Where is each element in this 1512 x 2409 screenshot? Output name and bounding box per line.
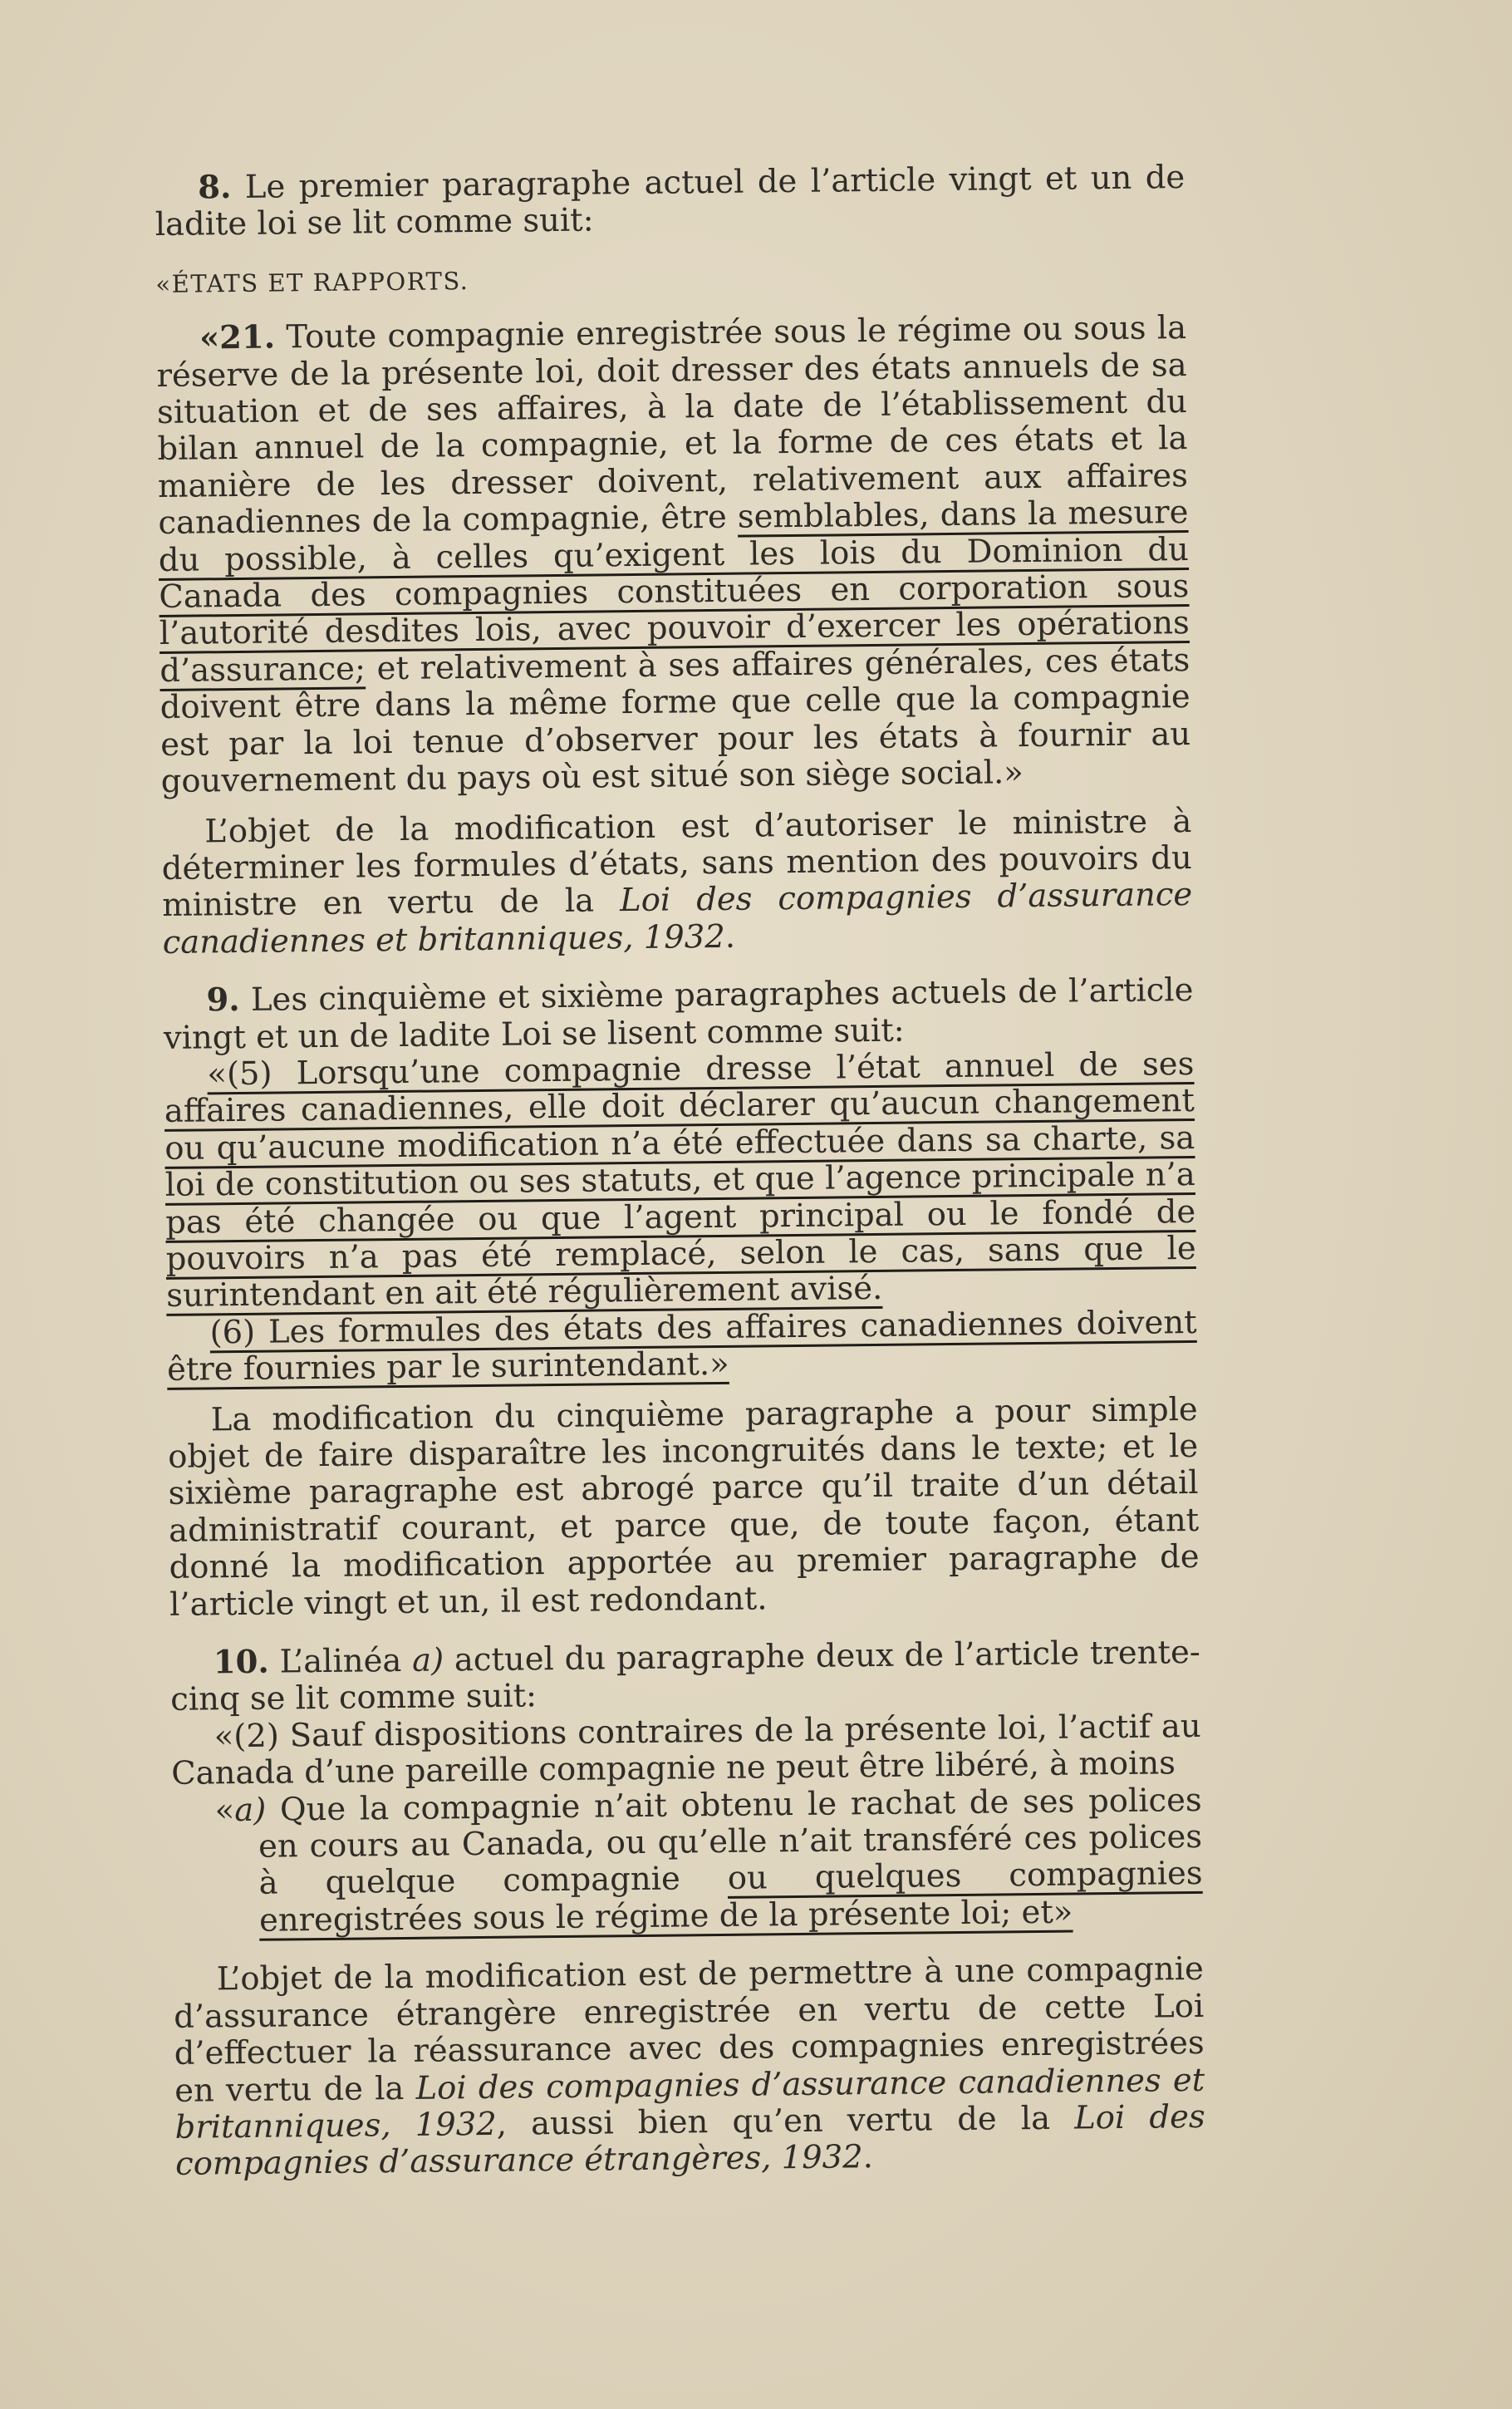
section-10-note-a: L’objet de la modification est de permettre à une compagnie d’assurance étrangère enregistrée en vertu de cette Loi d’effectuer la réassurance avec des compagnies enregistrées en vertu de la: [174, 1950, 1205, 2110]
clause-a-open-quote: «: [214, 1791, 235, 1830]
section-9-intro: [163, 972, 1194, 1057]
article-21-text-b: et relativement à ses affaires générales, ces états doivent être dans la même forme que celle que la compagnie est par la loi tenue d’observer pour les états à fournir au gouvernement du pays où est situé son siège social.»: [160, 641, 1191, 801]
section-10-note-italic-2: Loi des compagnies d’assurance étrangères, 1932: [174, 2097, 1205, 2184]
section-8-note-b: .: [724, 917, 736, 956]
clause-a-text: Que la compagnie n’ait obtenu le rachat de ses polices en cours au Canada, ou qu’elle n’ait transféré ces polices à quelque compagnie: [258, 1781, 1203, 1903]
paragraph-6-underlined: (6) Les formules des états des affaires canadiennes doivent être fournies par le surintendant.»: [166, 1303, 1197, 1389]
section-9-note: La modification du cinquième paragraphe a pour simple objet de faire disparaître les incongruités dans le texte; et le sixième paragraphe est abrogé parce qu’il traite d’un détail administratif courant, et parce que, de toute façon, étant donné la modification apportée au premier paragraphe de l’article vingt et un, il est redondant.: [167, 1390, 1200, 1624]
section-10-note-b: , aussi bien qu’en vertu de la: [496, 2099, 1075, 2143]
section-10-intro: [170, 1635, 1201, 1719]
section-10-note-italic-1: Loi des compagnies d’assurance canadiennes et britanniques, 1932: [174, 2061, 1205, 2146]
section-10-number: 10.: [213, 1643, 270, 1682]
article-21-number: «21.: [199, 318, 276, 357]
article-21-text-a: Toute compagnie enregistrée sous le régime ou sous la réserve de la présente loi, doit dresser des états annuels de sa situation et de ses affaires, à la date de l’établissement du bilan annuel de la compagnie, et la forme de ces états et la manière de les dresser doivent, relativement aux affaires canadiennes de la compagnie, être: [156, 309, 1189, 543]
section-8-number: 8.: [197, 169, 232, 207]
article-21-underlined: semblables, dans la mesure du possible, à celles qu’exigent les lois du Dominion du Canada des compagnies constituées en corporation sous l’autorité desdites lois, avec pouvoir d’exercer les opérations d’assurance;: [158, 494, 1190, 690]
section-8-note: [161, 803, 1193, 961]
section-10-intro-a: L’alinéa: [279, 1641, 413, 1681]
section-8-intro-text: Le premier paragraphe actuel de l’article vingt et un de ladite loi se lit comme suit:: [155, 159, 1186, 244]
clause-a-letter: a): [233, 1791, 267, 1829]
text-column: [155, 160, 1205, 2184]
section-9-intro-text: Les cinquième et sixième paragraphes actuels de l’article vingt et un de ladite Loi se lisent comme suit:: [163, 971, 1194, 1057]
section-8-note-italic: Loi des compagnies d’assurance canadiennes et britanniques, 1932: [162, 876, 1193, 961]
clause-a-underlined: ou quelques compagnies enregistrées sous le régime de la présente loi; et»: [258, 1855, 1203, 1939]
section-9-paragraph-6: [166, 1305, 1197, 1389]
section-9-paragraph-5: [164, 1046, 1196, 1315]
section-10-note: [174, 1951, 1206, 2183]
section-10-paragraph-2: «(2) Sauf dispositions contraires de la présente loi, l’actif au Canada d’une pareille compagnie ne peut être libéré, à moins: [170, 1707, 1201, 1793]
section-heading: «ÉTATS ET RAPPORTS.: [155, 266, 469, 298]
section-8-note-a: L’objet de la modification est d’autoriser le ministre à déterminer les formules d’états, sans mention des pouvoirs du ministre en vertu de la: [161, 802, 1192, 925]
paragraph-5-underlined: «(5) Lorsqu’une compagnie dresse l’état annuel de ses affaires canadiennes, elle doit déclarer qu’aucun changement ou qu’aucune modification n’a été effectuée dans sa charte, sa loi de constitution ou ses statuts, et que l’agence principale n’a pas été changée ou que l’agent principal ou le fondé de pouvoirs n’a pas été remplacé, selon le cas, sans que le surintendant en ait été régulièrement avisé.: [164, 1045, 1196, 1315]
section-10-intro-b: actuel du paragraphe deux de l’article trente-cinq se lit comme suit:: [170, 1633, 1200, 1719]
section-10-clause-a: [171, 1782, 1203, 1941]
article-21-text: [156, 310, 1191, 800]
section-10-note-c: .: [862, 2138, 874, 2176]
section-9-number: 9.: [206, 981, 240, 1020]
section-8-intro: [155, 160, 1186, 244]
section-10-intro-italic: a): [411, 1641, 444, 1679]
